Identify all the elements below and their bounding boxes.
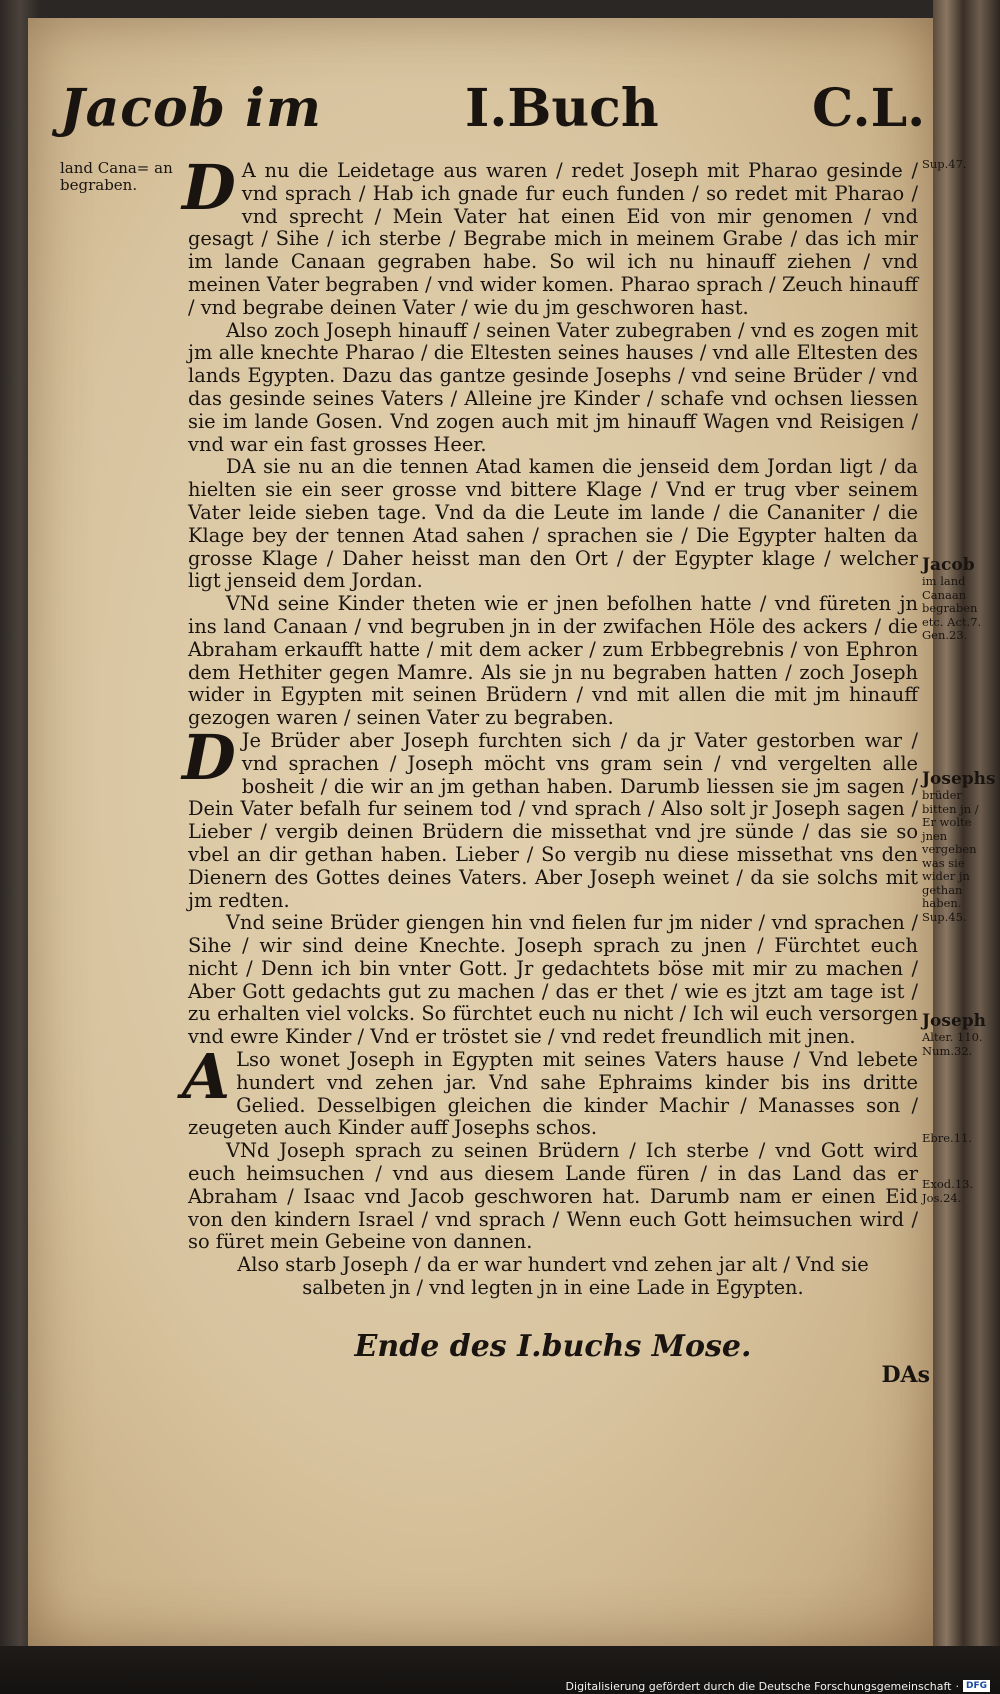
paragraph-7 [182,1040,918,1140]
gloss-text: Alter. 110. Num.32. [922,1030,983,1058]
paragraph-2: Also zoch Joseph hinauff / seinen Vater zubegraben / vnd es zogen mit jm alle knechte Pharao / die Eltesten seines hauses / vnd alle Eltesten des lands Egypten. Dazu das gantze gesinde Josephs / vnd seine Brüder / vnd das gesinde seines Vaters / Alleine jre Kinder / schafe vnd ochsen liessen sie im lande Gosen. Vnd zogen auch mit jm hinauff Wagen vnd Reisigen / vnd war ein fast grosses Heer. [188,318,918,456]
gloss-2 [922,556,992,643]
left-margin-note: land Cana= an begraben. [60,159,173,194]
paragraph-1 [182,151,918,320]
gloss-text: Sup.47. [922,157,967,171]
paragraph-8: VNd Joseph sprach zu seinen Brüdern / Ich sterbe / vnd Gott wird euch heimsuchen / vnd aus diesem Lande füren / in das Land das er Abraham / Isaac vnd Jacob geschworen hat. Darumb nam er einen Eid von den kindern Israel / vnd sprach / Wenn euch Gott heimsuchen wird / so füret mein Gebeine von dannen. [188,1139,918,1254]
gloss-head: Jacob [922,555,975,575]
paragraph-3: DA sie nu an die tennen Atad kamen die jenseid dem Jordan ligt / da hielten sie ein seer grosse vnd bittere Klage / Vnd er trug vber seinem Vater leide sieben tage. Vnd da die Leute im lande / die Cananiter / die Klage bey der tennen Atad sahen / sprachen sie / Die Egypter halten da grosse Klage / Daher heisst man den Ort / der Egypter klage / welcher ligt jenseid dem Jordan. [188,455,918,593]
paragraph-text: A nu die Leidetage aus waren / redet Joseph mit Pharao gesinde / vnd sprach / Hab ich gnade fur euch funden / so redet mit Pharao / vnd sprecht / Mein Vater hat einen Eid von mir genomen / vnd gesagt / Sihe / ich sterbe / Begrabe mich in meinem Grabe / das ich mir im lande Canaan gegraben habe. So wil ich nu hinauff ziehen / vnd meinen Vater begraben / vnd wider komen. Pharao sprach / Zeuch hinauff / vnd begrabe deinen Vater / wie du jm geschworen hast. [188,159,918,319]
gloss-6 [922,1178,992,1205]
gloss-text: im land Canaan begraben etc. Act.7. Gen.23. [922,574,982,642]
gloss-4 [922,1012,992,1058]
gloss-3 [922,769,996,924]
drop-initial: D [182,720,236,794]
drop-initial: A [182,1040,231,1114]
running-header [60,78,926,148]
main-text [182,151,918,1364]
gloss-1 [922,158,992,172]
closing-text: Also starb Joseph / da er war hundert vnd zehen jar alt / Vnd sie salbeten jn / vnd legten jn in eine Lade in Egypten. [237,1253,869,1300]
paragraph-5 [182,720,918,912]
dfg-credit[interactable] [566,1678,990,1694]
credit-separator: · [955,1679,959,1693]
gloss-text: Exod.13. Jos.24. [922,1177,974,1205]
dfg-logo-icon: DFG [963,1680,990,1692]
header-folio: C.L. [812,78,926,139]
gloss-text: Ebre.11. [922,1131,973,1145]
header-book: I.Buch [465,78,659,139]
drop-initial: D [182,151,236,224]
credit-text: Digitalisierung gefördert durch die Deutsche Forschungsgemeinschaft [565,1679,952,1693]
gloss-head: Joseph [922,1011,987,1031]
paragraph-text: Lso wonet Joseph in Egypten mit seines Vaters hause / Vnd lebete hundert vnd zehen jar. Vnd sahe Ephraims kinder bis ins dritte Gelied. Desselbigen gleichen die kinder Machir / Manasses son / zeugeten auch Kinder auff Josephs schos. [188,1048,918,1140]
gloss-head: Josephs [922,769,996,789]
paragraph-4: VNd seine Kinder theten wie er jnen befolhen hatte / vnd füreten jn ins land Canaan / vnd begruben jn in der zwifachen Höle des ackers / die Abraham erkaufft hatte / mit dem acker / zum Erbbegrebnis / von Ephron dem Hethiter gegen Mamre. Als sie jn nu begraben hatten / zoch Joseph wider in Egypten mit seinen Brüdern / vnd mit allen die mit jm hinauff gezogen waren / seinen Vater zu begraben. [188,592,918,730]
header-left: Jacob im [60,78,322,139]
gloss-5 [922,1132,992,1146]
gloss-text: brüder bitten jn / Er wolte jnen vergeben was sie wider jn gethan haben. Sup.45. [922,788,979,924]
paragraph-6: Vnd seine Brüder giengen hin vnd fielen fur jm nider / vnd sprachen / Sihe / wir sind deine Knechte. Joseph sprach zu jnen / Fürchtet euch nicht / Denn ich bin vnter Gott. Jr gedachtets böse mit mir zu machen / Aber Gott gedachts gut zu machen / das er thet / wie es jtzt am tage ist / zu erhalten viel volcks. So fürchtet euch nu nicht / Ich wil euch versorgen vnd ewre Kinder / Vnd er tröstet sie / vnd redet freundlich mit jnen. [188,911,918,1049]
paragraph-text: Je Brüder aber Joseph furchten sich / da jr Vater gestorben war / vnd sprachen / Joseph möcht vns gram sein / vnd vergelten alle bosheit / die wir an jm gethan haben. Darumb liessen sie jm sagen / Dein Vater befalh fur seinem tod / vnd sprach / Also solt jr Joseph sagen / Lieber / vergib deinen Brüdern die missethat vnd jre sünde / das sie so vbel an dir gethan haben. Lieber / So vergib nu diese missethat vns den Dienern des Gottes deines Vaters. Aber Joseph weinet / da sie solchs mit jm redten. [188,728,918,912]
end-title: Ende des I.buchs Mose. [354,1328,752,1364]
closing-block [188,1254,918,1300]
catchword: DAs [881,1362,930,1388]
